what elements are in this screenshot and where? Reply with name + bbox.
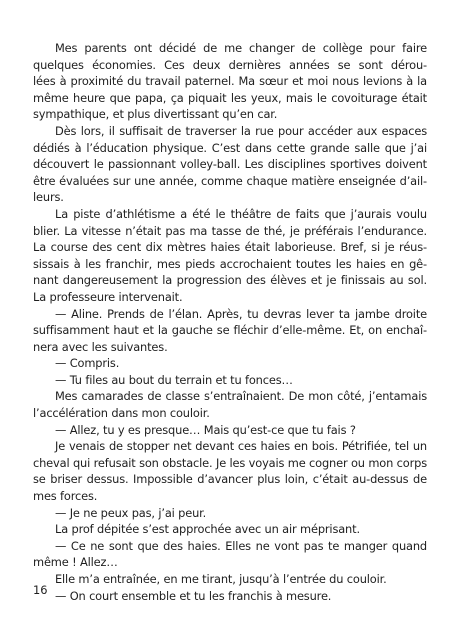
text-line: l’accélération dans mon couloir. (33, 406, 210, 421)
text-line: Dès lors, il suffisait de traverser la rue pour accéder aux espaces (55, 123, 427, 138)
text-line: La professeure intervenait. (33, 289, 183, 304)
text-line: dédiés à l’éducation physique. C’est dans cette grande salle que j’ai (33, 140, 427, 155)
text-line: Mes camarades de classe s’entraînaient. De mon côté, j’entamais (55, 389, 427, 404)
text-line: — Aline. Prends de l’élan. Après, tu devras lever ta jambe droite (55, 306, 427, 321)
text-line: quelques économies. Ces deux dernières années se sont dérou- (33, 57, 427, 72)
text-line: être évaluées sur une année, comme chaque matière enseignée d’ail- (33, 173, 427, 188)
text-line: La piste d’athlétisme a été le théâtre de faits que j’aurais voulu (55, 206, 427, 221)
text-line: Je venais de stopper net devant ces haies en bois. Pétrifiée, tel un (55, 439, 427, 454)
text-line: — Compris. (55, 356, 120, 371)
text-line: se briser dessus. Impossible d’avancer plus loin, c’était au-dessus de (33, 472, 427, 487)
text-line: La prof dépitée s’est approchée avec un air méprisant. (55, 522, 360, 537)
text-line: — Ce ne sont que des haies. Elles ne vont pas te manger quand (55, 538, 427, 553)
text-line: lées à proximité du travail paternel. Ma sœur et moi nous levions à la (33, 74, 427, 89)
text-line: leurs. (33, 190, 64, 205)
text-line: — Allez, tu y es presque… Mais qu’est-ce que tu fais ? (55, 422, 356, 437)
text-line: nera avec les suivantes. (33, 339, 168, 354)
text-line: blier. La vitesse n’était pas ma tasse de thé, je préférais l’endurance. (33, 223, 427, 238)
text-line: — Je ne peux pas, j’ai peur. (55, 505, 207, 520)
text-line: Mes parents ont décidé de me changer de collège pour faire (55, 41, 427, 55)
text-line: découvert le passionnant volley-ball. Les disciplines sportives doivent (33, 157, 427, 172)
text-line: La course des cent dix mètres haies était laborieuse. Bref, si je réus- (33, 240, 427, 255)
text-line: — Tu files au bout du terrain et tu fonces… (55, 372, 293, 387)
text-line: suffisamment haut et la gauche se fléchir d’elle-même. Et, on enchaî- (33, 323, 427, 338)
text-line: nant dangereusement la progression des élèves et je finissais au sol. (33, 273, 427, 288)
text-line: sissais à les franchir, mes pieds accrochaient toutes les haies en gê- (33, 256, 427, 271)
text-line: Elle m’a entraînée, en me tirant, jusqu’à l’entrée du couloir. (55, 572, 387, 586)
text-line: sympathique, et plus divertissant qu’en car. (33, 107, 278, 122)
text-line: — On court ensemble et tu les franchis à mesure. (55, 588, 332, 603)
page-number: 16 (33, 583, 48, 597)
text-line: même heure que papa, ça piquait les yeux, mais le covoiturage était (33, 90, 427, 105)
body-text (33, 40, 427, 604)
text-line: cheval qui refusait son obstacle. Je les voyais me cogner ou mon corps (33, 455, 427, 470)
text-line: mes forces. (33, 489, 98, 504)
text-line: même ! Allez… (33, 555, 118, 570)
